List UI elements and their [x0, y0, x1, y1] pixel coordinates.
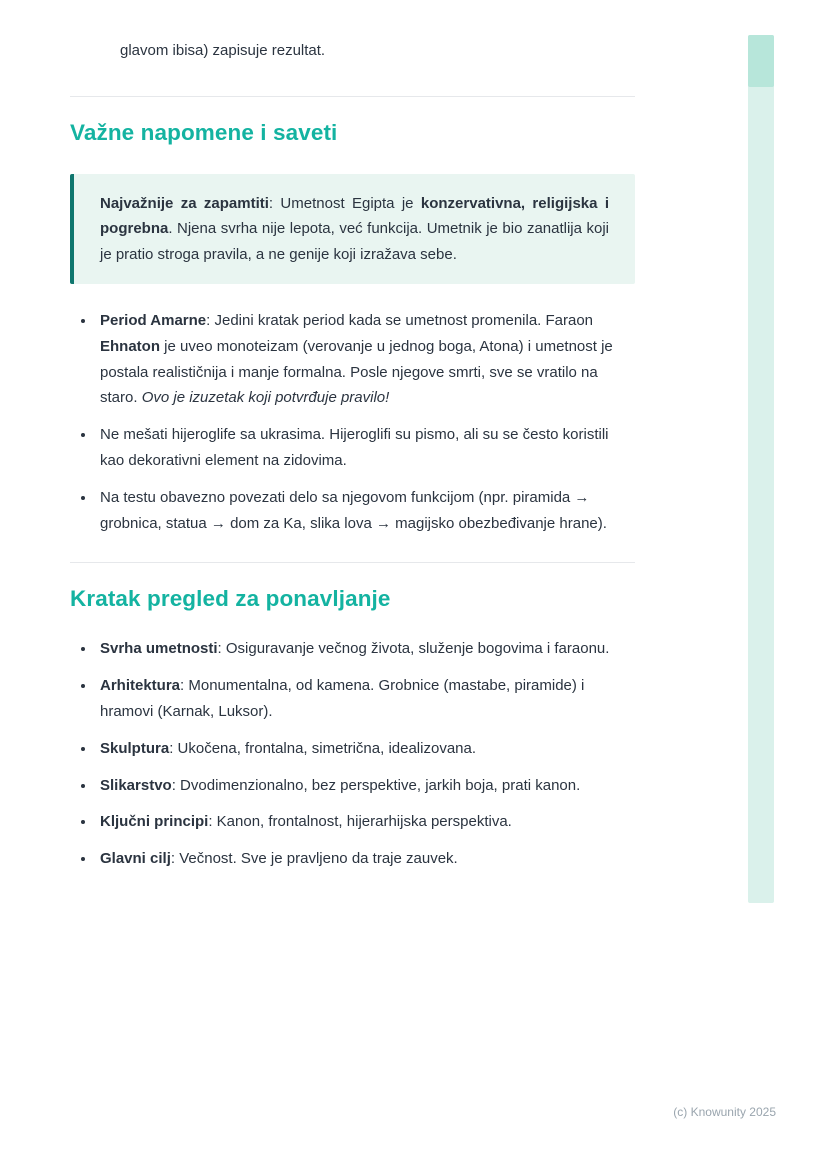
scrollbar-thumb[interactable] [748, 35, 774, 87]
document-content [70, 0, 635, 883]
list-item-lead: Svrha umetnosti [100, 640, 218, 658]
list-item-text-2: je uveo monoteizam (verovanje u jednog boga, Atona) i umetnost je postala realističnija i manje formalna. Posle njegove smrti, sve se vratilo na staro. [100, 337, 613, 407]
list-item-arhitektura [96, 673, 635, 725]
callout-emphasis: konzervativna, religijska i pogrebna [100, 194, 609, 237]
list-item-text: : Večnost. Sve je pravljeno da traje zauvek. [170, 850, 458, 868]
list-item-amarne [96, 308, 635, 411]
list-item-hijeroglifi [96, 422, 635, 474]
scrollbar-track[interactable] [748, 35, 774, 903]
list-item-text: : Ukočena, frontalna, simetrična, idealizovana. [169, 739, 477, 757]
list-item-text: : Osiguravanje večnog života, služenje bogovima i faraonu. [217, 640, 610, 658]
bullet-list-review [70, 636, 635, 872]
list-item-test [96, 485, 635, 537]
list-item-text: : Monumentalna, od kamena. Grobnice (mastabe, piramide) i hramovi (Karnak, Luksor). [100, 677, 585, 720]
list-item-lead: Slikarstvo [100, 776, 172, 794]
bullet-list-notes [70, 308, 635, 536]
paragraph-fragment: glavom ibisa) zapisuje rezultat. [120, 42, 326, 59]
list-item-lead: Ključni principi [100, 813, 209, 831]
section-heading-notes: Važne napomene i saveti [70, 119, 338, 145]
list-item-lead: Skulptura [100, 739, 170, 757]
list-item-svrha [96, 636, 635, 662]
section-divider [70, 562, 635, 563]
callout-box [70, 174, 635, 285]
callout-text: : Umetnost Egipta je [268, 194, 421, 212]
list-item-text: : Jedini kratak period kada se umetnost promenila. Faraon [206, 312, 594, 329]
list-item-lead: Arhitektura [100, 677, 181, 695]
list-item-italic-note: Ovo je izuzetak koji potvrđuje pravilo! [141, 389, 390, 407]
list-item-cilj [96, 846, 635, 872]
callout-text-rest: . Njena svrha nije lepota, već funkcija. Umetnik je bio zanatlija koji je pratio stroga pravila, a ne genije koji izražava sebe. [100, 220, 609, 263]
list-item-lead: Glavni cilj [100, 850, 171, 868]
list-item-skulptura [96, 736, 635, 762]
list-item-slikarstvo [96, 773, 635, 799]
section-heading-review: Kratak pregled za ponavljanje [70, 586, 391, 612]
list-item-name: Ehnaton [100, 337, 160, 355]
list-item-text: : Kanon, frontalnost, hijerarhijska perspektiva. [208, 813, 512, 831]
list-item-principi [96, 809, 635, 835]
callout-keyword: Najvažnije za zapamtiti [100, 194, 269, 212]
list-item-lead: Period Amarne [100, 312, 207, 329]
list-item-text: : Dvodimenzionalno, bez perspektive, jarkih boja, prati kanon. [171, 776, 581, 794]
list-item-text: Ne mešati hijeroglife sa ukrasima. Hijeroglifi su pismo, ali su se često koristili kao dekorativni element na zidovima. [100, 426, 609, 469]
list-item-text: Na testu obavezno povezati delo sa njegovom funkcijom (npr. piramida → grobnica, statua → dom za Ka, slika lova → magijsko obezbeđivanje hrane). [100, 488, 607, 532]
section-divider [70, 96, 635, 97]
footer-credit: (c) Knowunity 2025 [673, 1105, 776, 1119]
